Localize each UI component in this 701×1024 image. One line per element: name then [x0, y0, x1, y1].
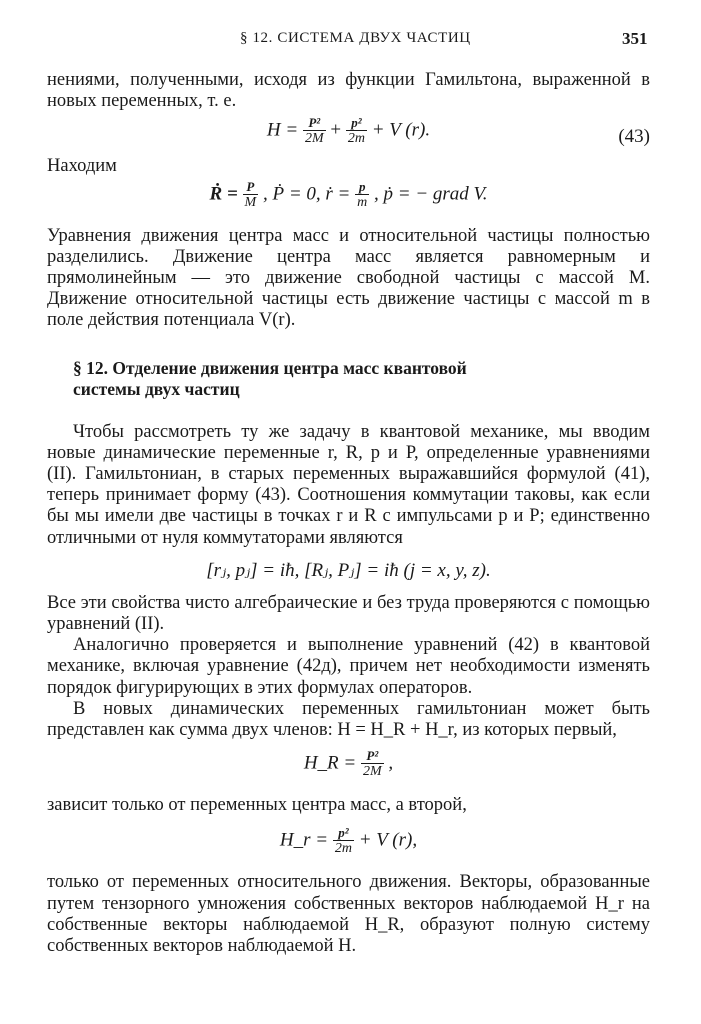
eqHr-end: + V (r),: [358, 829, 418, 851]
equations-of-motion: [47, 180, 650, 220]
section-title-line-1: § 12. Отделение движения центра масс квантовой: [73, 357, 467, 378]
eq43-plus: +: [330, 119, 342, 141]
eqHR-end: ,: [388, 752, 394, 774]
eq43-f2-denominator: 2m: [347, 131, 365, 147]
paragraph-6: В новых динамических переменных гамильтониан может быть представлен как сумма двух членов: H = H_R + H_r, из которых первый,: [47, 698, 650, 741]
eq43-f1-denominator: 2M: [304, 131, 324, 147]
eqm-end: , ṗ = − grad V.: [374, 182, 488, 204]
paragraph-7: зависит только от переменных центра масс, а второй,: [47, 795, 467, 816]
page-number: 351: [622, 29, 648, 48]
section-title-line-2: системы двух частиц: [73, 378, 240, 399]
eqHr-numerator: p²: [338, 825, 349, 841]
eq43-f2-numerator: p²: [351, 115, 362, 131]
eq43-fraction-2: [346, 116, 367, 146]
eqm-mid: , Ṗ = 0, ṙ =: [262, 182, 351, 204]
commutator-equation: [rⱼ, pⱼ] = iħ, [Rⱼ, Pⱼ] = iħ (j = x, y, z).: [206, 559, 491, 581]
eqm-f2-denominator: m: [357, 194, 368, 210]
eqm-f1-denominator: M: [244, 194, 257, 210]
nakhodim-text: Находим: [47, 156, 117, 177]
section-heading: [47, 358, 650, 400]
equation-HR: [47, 749, 650, 789]
eqHR-fraction: [361, 749, 384, 779]
eqHR-denominator: 2M: [362, 764, 382, 780]
eq43-f1-numerator: P²: [308, 115, 321, 131]
eqm-fraction-2: [355, 180, 369, 210]
paragraph-3: Чтобы рассмотреть ту же задачу в квантовой механике, мы вводим новые динамические переменные r, R, p и P, определенные уравнениями (II). Гамильтониан, в старых переменных выражавшийся формулой (41), теперь принимает форму (43). Соотношения коммутации таковы, как если бы мы имели две частицы в точках r и R с импульсами p и P; единственно отличными от нуля коммутаторами являются: [47, 421, 650, 548]
paragraph-1: нениями, полученными, исходя из функции Гамильтона, выраженной в новых переменных, т. е.: [47, 70, 650, 112]
running-header: [0, 30, 701, 52]
eqHr-denominator: 2m: [334, 841, 352, 857]
equation-43: [47, 116, 650, 156]
header-title: § 12. СИСТЕМА ДВУХ ЧАСТИЦ: [240, 30, 471, 46]
eqm-rdot: Ṙ =: [209, 182, 238, 204]
eq43-fraction-1: [303, 116, 326, 146]
eq43-rest: + V (r).: [371, 119, 431, 141]
eqHr-lhs: H_r =: [279, 829, 329, 851]
page-body: [47, 70, 650, 957]
equation-number-43: (43): [618, 126, 650, 148]
paragraph-2: Уравнения движения центра масс и относительной частицы полностью разделились. Движение центра масс является равномерным и прямолинейным — это движение свободной частицы с массой M. Движение относительной частицы есть движение частицы с массой m в поле действия потенциала V(r).: [47, 225, 650, 331]
eqHR-lhs: H_R =: [303, 752, 357, 774]
eqm-f1-numerator: P: [246, 178, 255, 194]
eq43-lhs: H =: [266, 119, 299, 141]
eqHr-fraction: [333, 826, 354, 856]
paragraph-4: Все эти свойства чисто алгебраические и без труда проверяются с помощью уравнений (II).: [47, 592, 650, 635]
eqm-f2-numerator: p: [358, 178, 366, 194]
eqm-fraction-1: [243, 180, 259, 210]
paragraph-5: Аналогично проверяется и выполнение уравнений (42) в квантовой механике, включая уравнение (42д), причем нет необходимости изменять порядок фигурирующих в этих формулах операторов.: [47, 635, 650, 698]
equation-Hr: [47, 826, 650, 866]
paragraph-8: только от переменных относительного движения. Векторы, образованные путем тензорного умножения собственных векторов наблюдаемой H_r на собственные векторы наблюдаемой H_R, образуют полную систему собственных векторов наблюдаемой H.: [47, 872, 650, 957]
eqHR-numerator: P²: [366, 748, 379, 764]
